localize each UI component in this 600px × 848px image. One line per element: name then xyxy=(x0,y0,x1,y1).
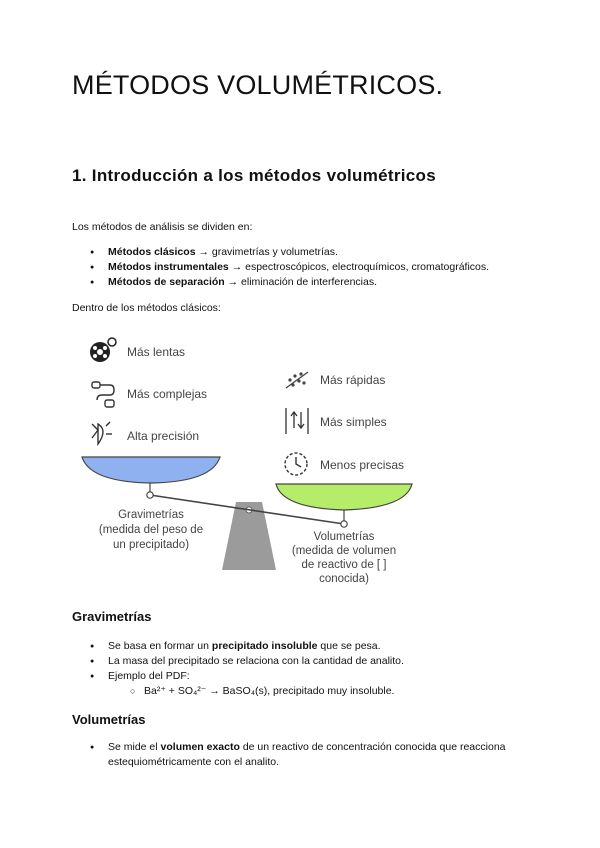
right-label-1: Volumetrías xyxy=(313,531,375,543)
list-item: ○ Ba²⁺ + SO₄²⁻ → BaSO₄(s), precipitado muy insoluble. xyxy=(108,684,404,699)
balance-figure xyxy=(72,330,432,592)
dotted-leaf-icon xyxy=(286,372,308,388)
list-item xyxy=(72,740,508,770)
text: que se pesa. xyxy=(317,640,381,652)
list-item xyxy=(72,275,489,290)
left-label-1: Gravimetrías xyxy=(118,509,184,521)
right-label-2: (medida de volumen xyxy=(291,545,397,557)
methods-list xyxy=(72,245,489,290)
bold-term: precipitado insoluble xyxy=(211,640,318,652)
section-heading-intro: 1. Introducción a los métodos volumétricos xyxy=(72,166,436,185)
film-reel-icon xyxy=(90,338,116,362)
dashed-clock-icon xyxy=(285,453,307,475)
right-item-3: Menos precisas xyxy=(320,458,405,472)
method-name: Métodos instrumentales xyxy=(108,261,229,273)
text: Se basa en formar un xyxy=(108,640,212,652)
left-item-1: Más lentas xyxy=(127,345,186,359)
gravimetrias-list xyxy=(72,639,404,697)
sublist xyxy=(108,684,404,699)
left-label-2: (medida del peso de xyxy=(98,524,204,536)
right-pan xyxy=(276,484,412,510)
bold-term: volumen exacto xyxy=(160,741,240,753)
method-name: Métodos clásicos xyxy=(108,246,196,258)
flow-steps-icon xyxy=(92,382,114,407)
within-text: Dentro de los métodos clásicos: xyxy=(72,302,221,314)
page-title: MÉTODOS VOLUMÉTRICOS. xyxy=(72,70,444,100)
right-item-2: Más simples xyxy=(320,415,387,429)
method-desc: → espectroscópicos, electroquímicos, cromatográficos. xyxy=(228,261,490,273)
text: de un reactivo de concentración conocida que reacciona estequiométricamente con el analito. xyxy=(108,741,506,768)
vertical-arrows-icon xyxy=(286,408,308,434)
list-item xyxy=(72,245,489,260)
method-desc: → eliminación de interferencias. xyxy=(224,276,378,288)
left-item-2: Más complejas xyxy=(127,387,208,401)
right-item-1: Más rápidas xyxy=(320,373,386,387)
text: Se mide el xyxy=(108,741,161,753)
section-heading-gravimetrias: Gravimetrías xyxy=(72,609,152,624)
method-name: Métodos de separación xyxy=(108,276,225,288)
left-pan xyxy=(82,457,220,483)
list-item: ● La masa del precipitado se relaciona con la cantidad de analito. xyxy=(72,654,404,669)
intro-text: Los métodos de análisis se dividen en: xyxy=(72,221,253,233)
text: Ejemplo del PDF: xyxy=(108,670,190,682)
volumetrias-list xyxy=(72,740,508,770)
method-desc: → gravimetrías y volumetrías. xyxy=(195,246,338,258)
left-label-3: un precipitado) xyxy=(112,539,190,551)
balance-precision-icon xyxy=(92,422,112,444)
section-heading-volumetrias: Volumetrías xyxy=(72,712,146,727)
left-item-3: Alta precisión xyxy=(127,429,200,443)
list-item xyxy=(72,639,404,654)
right-label-3: de reactivo de [ ] xyxy=(301,559,387,571)
list-item xyxy=(72,260,489,275)
list-item xyxy=(72,669,404,697)
right-label-4: conocida) xyxy=(319,573,369,585)
